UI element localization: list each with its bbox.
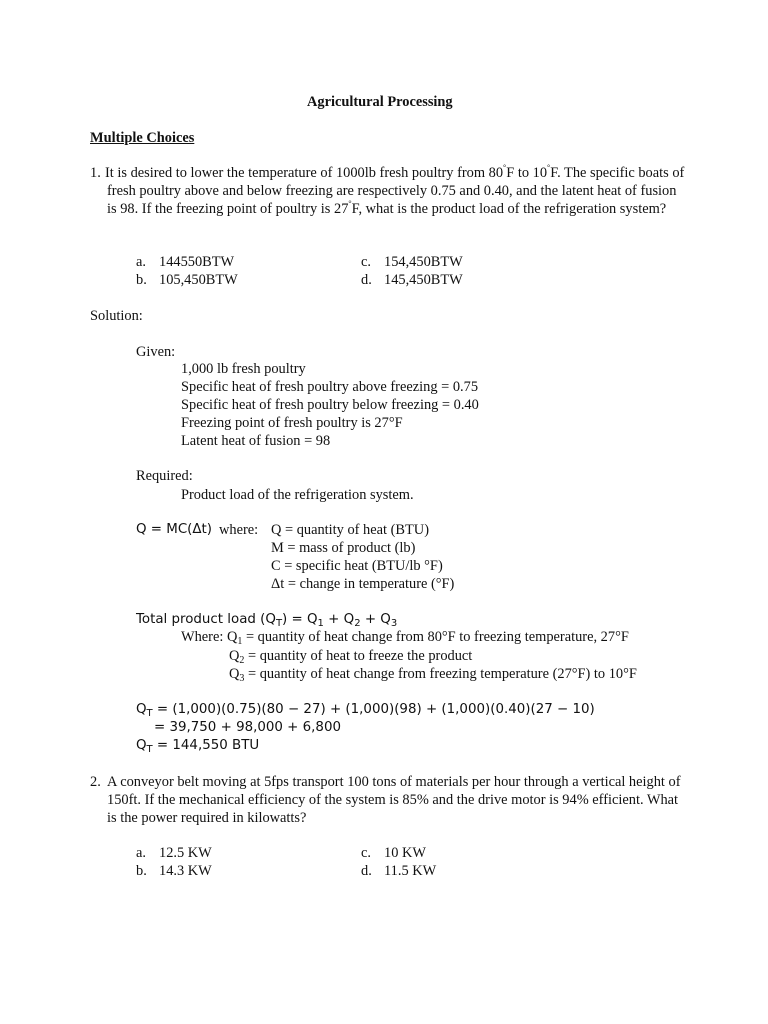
heat-formula: Q = MC(Δt) — [136, 522, 213, 537]
q1-choice-b-letter: b. — [136, 272, 147, 288]
question-1-text: It is desired to lower the temperature of 1000lb fresh poultry from 80°F to 10°F. The specific boats of fresh poultry above and below freezing are respectively 0.75 and 0.40, and the latent heat of fusion is 98. If the freezing point of poultry is 27°F, what is the product load of the refrigeration system? — [105, 163, 685, 217]
q2-choice-a-letter: a. — [136, 845, 146, 861]
given-item: Freezing point of fresh poultry is 27°F — [181, 415, 403, 431]
q1-choice-d-letter: d. — [361, 272, 372, 288]
question-2-text: A conveyor belt moving at 5fps transport 100 tons of materials per hour through a vertical height of 150ft. If the mechanical efficiency of the system is 85% and the drive motor is 94% efficient. What is the power required in kilowatts? — [107, 774, 681, 826]
page-title: Agricultural Processing — [307, 94, 453, 110]
section-heading: Multiple Choices — [90, 130, 195, 146]
where-label: Where: $Q_1$ = quantity of heat change from 80°F to freezing temperature, 27°F — [181, 629, 629, 647]
q2-definition: $Q_2$ = quantity of heat to freeze the product — [229, 648, 473, 666]
required-text: Product load of the refrigeration system. — [181, 487, 414, 503]
definition-item: Δt = change in temperature (°F) — [271, 576, 455, 592]
question-1-number: 1. — [90, 165, 101, 181]
given-item: Specific heat of fresh poultry below freezing = 0.40 — [181, 397, 479, 413]
total-product-load-formula: Total product load $(Q_T) = Q_1 + Q_2 + Q_3$ — [136, 612, 398, 629]
q2-choice-c-letter: c. — [361, 845, 371, 861]
q1-choice-c: 154,450BTW — [384, 254, 463, 270]
solution-label: Solution: — [90, 308, 143, 324]
calculation-line-2: = 39,750 + 98,000 + 6,800 — [154, 720, 341, 735]
q2-choice-b: 14.3 KW — [159, 863, 212, 879]
definition-item: C = specific heat (BTU/lb °F) — [271, 558, 443, 574]
q2-choice-d: 11.5 KW — [384, 863, 437, 879]
given-item: 1,000 lb fresh poultry — [181, 361, 306, 377]
calculation-line-1: $Q_T = (1,000)(0.75)(80 - 27) + (1,000)(98) + (1,000)(0.40)(27 - 10)$ — [136, 702, 595, 719]
given-item: Latent heat of fusion = 98 — [181, 433, 331, 449]
q1-choice-a: 144550BTW — [159, 254, 235, 270]
required-label: Required: — [136, 468, 193, 484]
q3-definition: $Q_3$ = quantity of heat change from freezing temperature (27°F) to 10°F — [229, 666, 637, 684]
definition-item: M = mass of product (lb) — [271, 540, 416, 556]
calculation-result: $Q_T = 144,550$ BTU — [136, 738, 260, 755]
where-label: where: — [219, 522, 259, 538]
q1-choice-d: 145,450BTW — [384, 272, 463, 288]
q1-choice-b: 105,450BTW — [159, 272, 238, 288]
question-2-number: 2. — [90, 774, 101, 790]
given-label: Given: — [136, 344, 176, 360]
q2-choice-a: 12.5 KW — [159, 845, 212, 861]
definition-item: Q = quantity of heat (BTU) — [271, 522, 429, 538]
q2-choice-d-letter: d. — [361, 863, 372, 879]
q1-choice-c-letter: c. — [361, 254, 371, 270]
q2-choice-c: 10 KW — [384, 845, 426, 861]
given-item: Specific heat of fresh poultry above freezing = 0.75 — [181, 379, 479, 395]
q2-choice-b-letter: b. — [136, 863, 147, 879]
q1-choice-a-letter: a. — [136, 254, 146, 270]
